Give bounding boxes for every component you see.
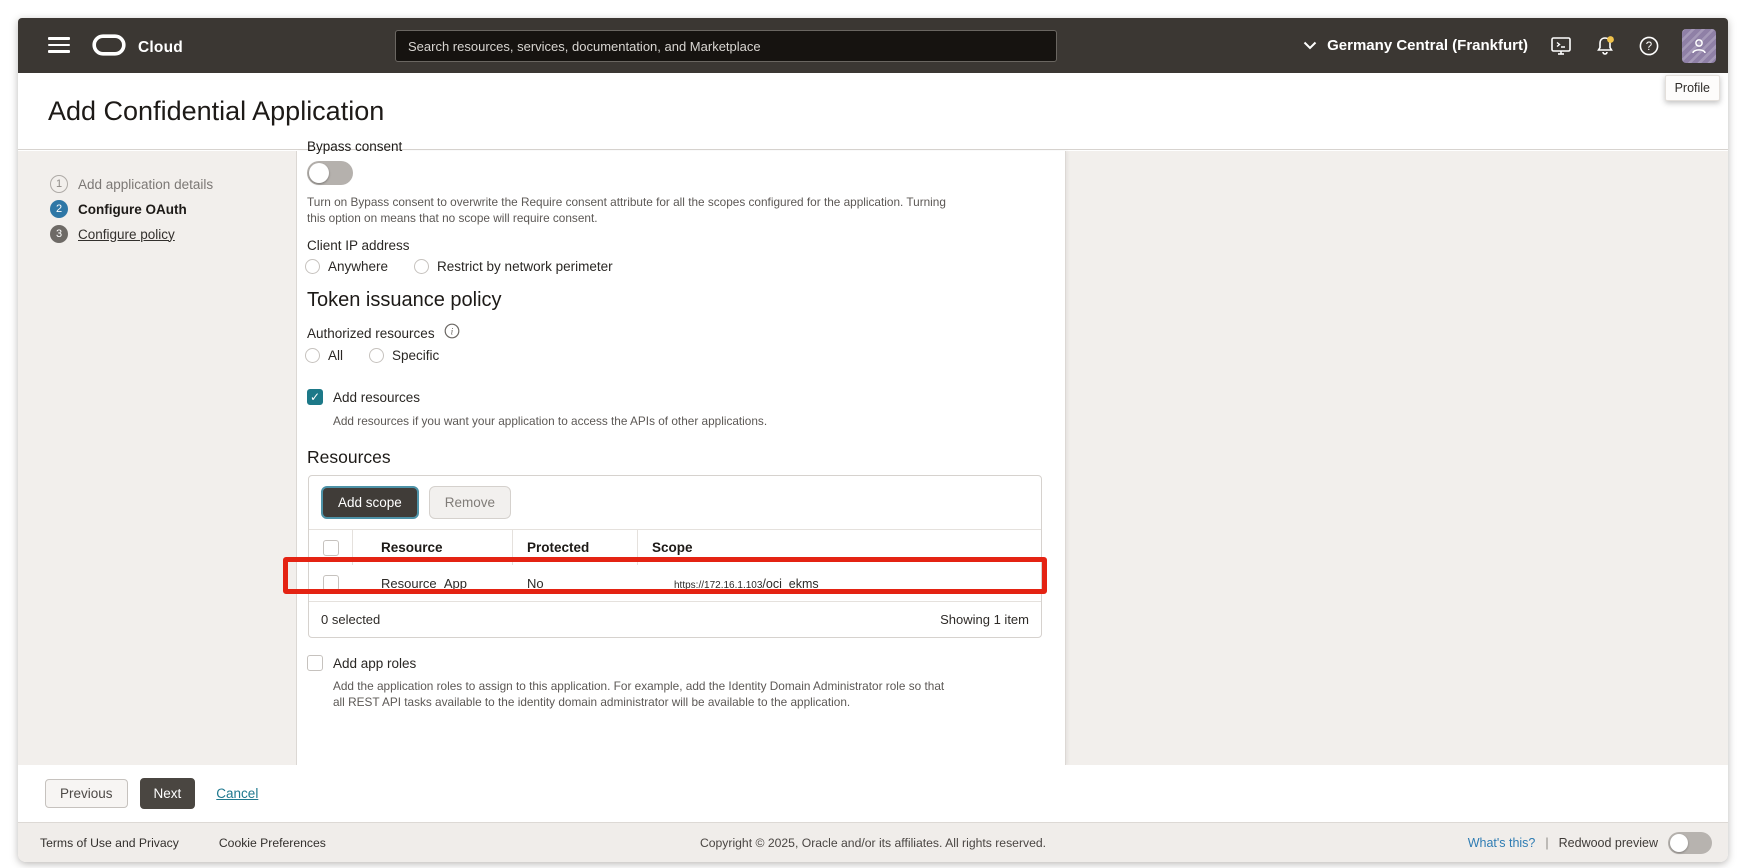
scope-url-prefix: https://172.16.1.103: [674, 579, 763, 591]
radio-anywhere[interactable]: Anywhere: [305, 259, 388, 274]
radio-icon: [305, 348, 320, 363]
client-ip-label: Client IP address: [307, 238, 410, 253]
add-app-roles-row: [307, 655, 416, 671]
radio-icon: [369, 348, 384, 363]
svg-text:?: ?: [1645, 40, 1653, 53]
step-number: 3: [50, 225, 68, 243]
step-label: Configure policy: [78, 226, 175, 242]
selected-count: 0 selected: [321, 612, 381, 627]
page-title: Add Confidential Application: [48, 96, 385, 126]
oracle-logo-icon[interactable]: [92, 34, 126, 61]
token-issuance-policy-heading: Token issuance policy: [307, 289, 502, 311]
resources-table-panel: [308, 475, 1042, 638]
help-icon[interactable]: [1638, 35, 1660, 57]
next-button[interactable]: Next: [140, 778, 196, 809]
cookie-preferences-link[interactable]: Cookie Preferences: [218, 836, 326, 850]
add-resources-checkbox[interactable]: ✓: [307, 389, 323, 405]
column-header-resource[interactable]: Resource: [353, 530, 513, 565]
bypass-consent-description: Turn on Bypass consent to overwrite the Require consent attribute for all the scopes configured for the application. Turning this option on means that no scope will require consent.: [307, 195, 946, 225]
authorized-resources-radio-group: [305, 348, 439, 363]
table-header-row: [309, 529, 1041, 565]
table-footer: [309, 601, 1041, 637]
region-selector[interactable]: [1303, 37, 1528, 55]
app-window: [18, 18, 1728, 862]
scope-url-path: /oci_ekms: [762, 576, 819, 591]
step-number: 1: [50, 175, 68, 193]
remove-button[interactable]: Remove: [429, 486, 511, 519]
bypass-consent-label-clipped: Bypass consent: [307, 139, 403, 154]
redwood-preview-toggle[interactable]: [1668, 832, 1712, 854]
info-icon[interactable]: [444, 323, 460, 344]
showing-count: Showing 1 item: [940, 612, 1029, 627]
wizard-step-configure-policy[interactable]: [50, 225, 213, 243]
copyright-text: Copyright © 2025, Oracle and/or its affiliates. All rights reserved.: [699, 836, 1047, 850]
bypass-consent-toggle[interactable]: [307, 161, 353, 185]
cancel-link[interactable]: Cancel: [216, 786, 259, 801]
add-scope-button[interactable]: Add scope: [321, 486, 419, 519]
terms-link[interactable]: Terms of Use and Privacy: [40, 836, 179, 850]
wizard-step-configure-oauth[interactable]: [50, 200, 213, 218]
redwood-preview-label: Redwood preview: [1558, 836, 1658, 850]
row-checkbox[interactable]: [323, 575, 339, 591]
resources-heading: Resources: [307, 447, 391, 467]
wizard-step-add-application-details[interactable]: [50, 175, 213, 193]
previous-button[interactable]: Previous: [45, 779, 128, 808]
menu-icon[interactable]: [48, 37, 70, 53]
column-header-scope[interactable]: Scope: [652, 540, 693, 555]
wizard-action-bar: [18, 765, 1728, 822]
footer-separator: |: [1545, 836, 1549, 850]
add-app-roles-checkbox[interactable]: [307, 655, 323, 671]
chevron-down-icon: [1303, 37, 1317, 55]
cloud-shell-icon[interactable]: [1550, 35, 1572, 57]
table-row[interactable]: [309, 565, 1041, 601]
add-resources-row: [307, 389, 420, 405]
top-navigation-bar: [18, 18, 1728, 95]
table-toolbar: [309, 476, 1041, 529]
authorized-resources-row: [307, 323, 460, 344]
radio-specific[interactable]: Specific: [369, 348, 439, 363]
protected-cell: No: [527, 575, 544, 591]
notifications-bell-icon[interactable]: [1594, 35, 1616, 57]
select-all-checkbox[interactable]: [323, 540, 339, 556]
client-ip-radio-group: [305, 259, 613, 274]
column-header-protected[interactable]: Protected: [513, 530, 638, 565]
main-area: [18, 139, 1728, 765]
add-resources-description: Add resources if you want your application to access the APIs of other applications.: [333, 414, 768, 428]
radio-restrict-network-perimeter[interactable]: Restrict by network perimeter: [414, 259, 613, 274]
scope-cell: [638, 576, 1041, 591]
page-header: [18, 73, 1728, 150]
svg-text:i: i: [450, 327, 453, 338]
radio-icon: [305, 259, 320, 274]
resource-cell: Resource_App: [381, 575, 467, 591]
brand-label: Cloud: [138, 38, 183, 56]
radio-all[interactable]: All: [305, 348, 343, 363]
authorized-resources-label: Authorized resources: [307, 326, 435, 341]
form-panel: [296, 139, 1066, 765]
step-label: Add application details: [78, 176, 214, 192]
person-icon: [1689, 36, 1709, 56]
wizard-steps: [50, 175, 213, 243]
whats-this-link[interactable]: What's this?: [1467, 836, 1536, 850]
footer-bar: [18, 822, 1728, 862]
step-number: 2: [50, 200, 68, 218]
region-label: Germany Central (Frankfurt): [1327, 37, 1528, 54]
profile-tooltip: Profile: [1665, 75, 1720, 101]
add-app-roles-description: Add the application roles to assign to this application. For example, add the Identity Domain Administrator role so that all REST API tasks available to the identity domain administrator will be available to the application.: [333, 679, 945, 709]
add-app-roles-label: Add app roles: [333, 655, 417, 671]
radio-icon: [414, 259, 429, 274]
search-input[interactable]: [395, 30, 1057, 62]
add-resources-label: Add resources: [333, 389, 421, 405]
profile-avatar[interactable]: [1682, 29, 1716, 63]
step-label: Configure OAuth: [78, 201, 187, 217]
